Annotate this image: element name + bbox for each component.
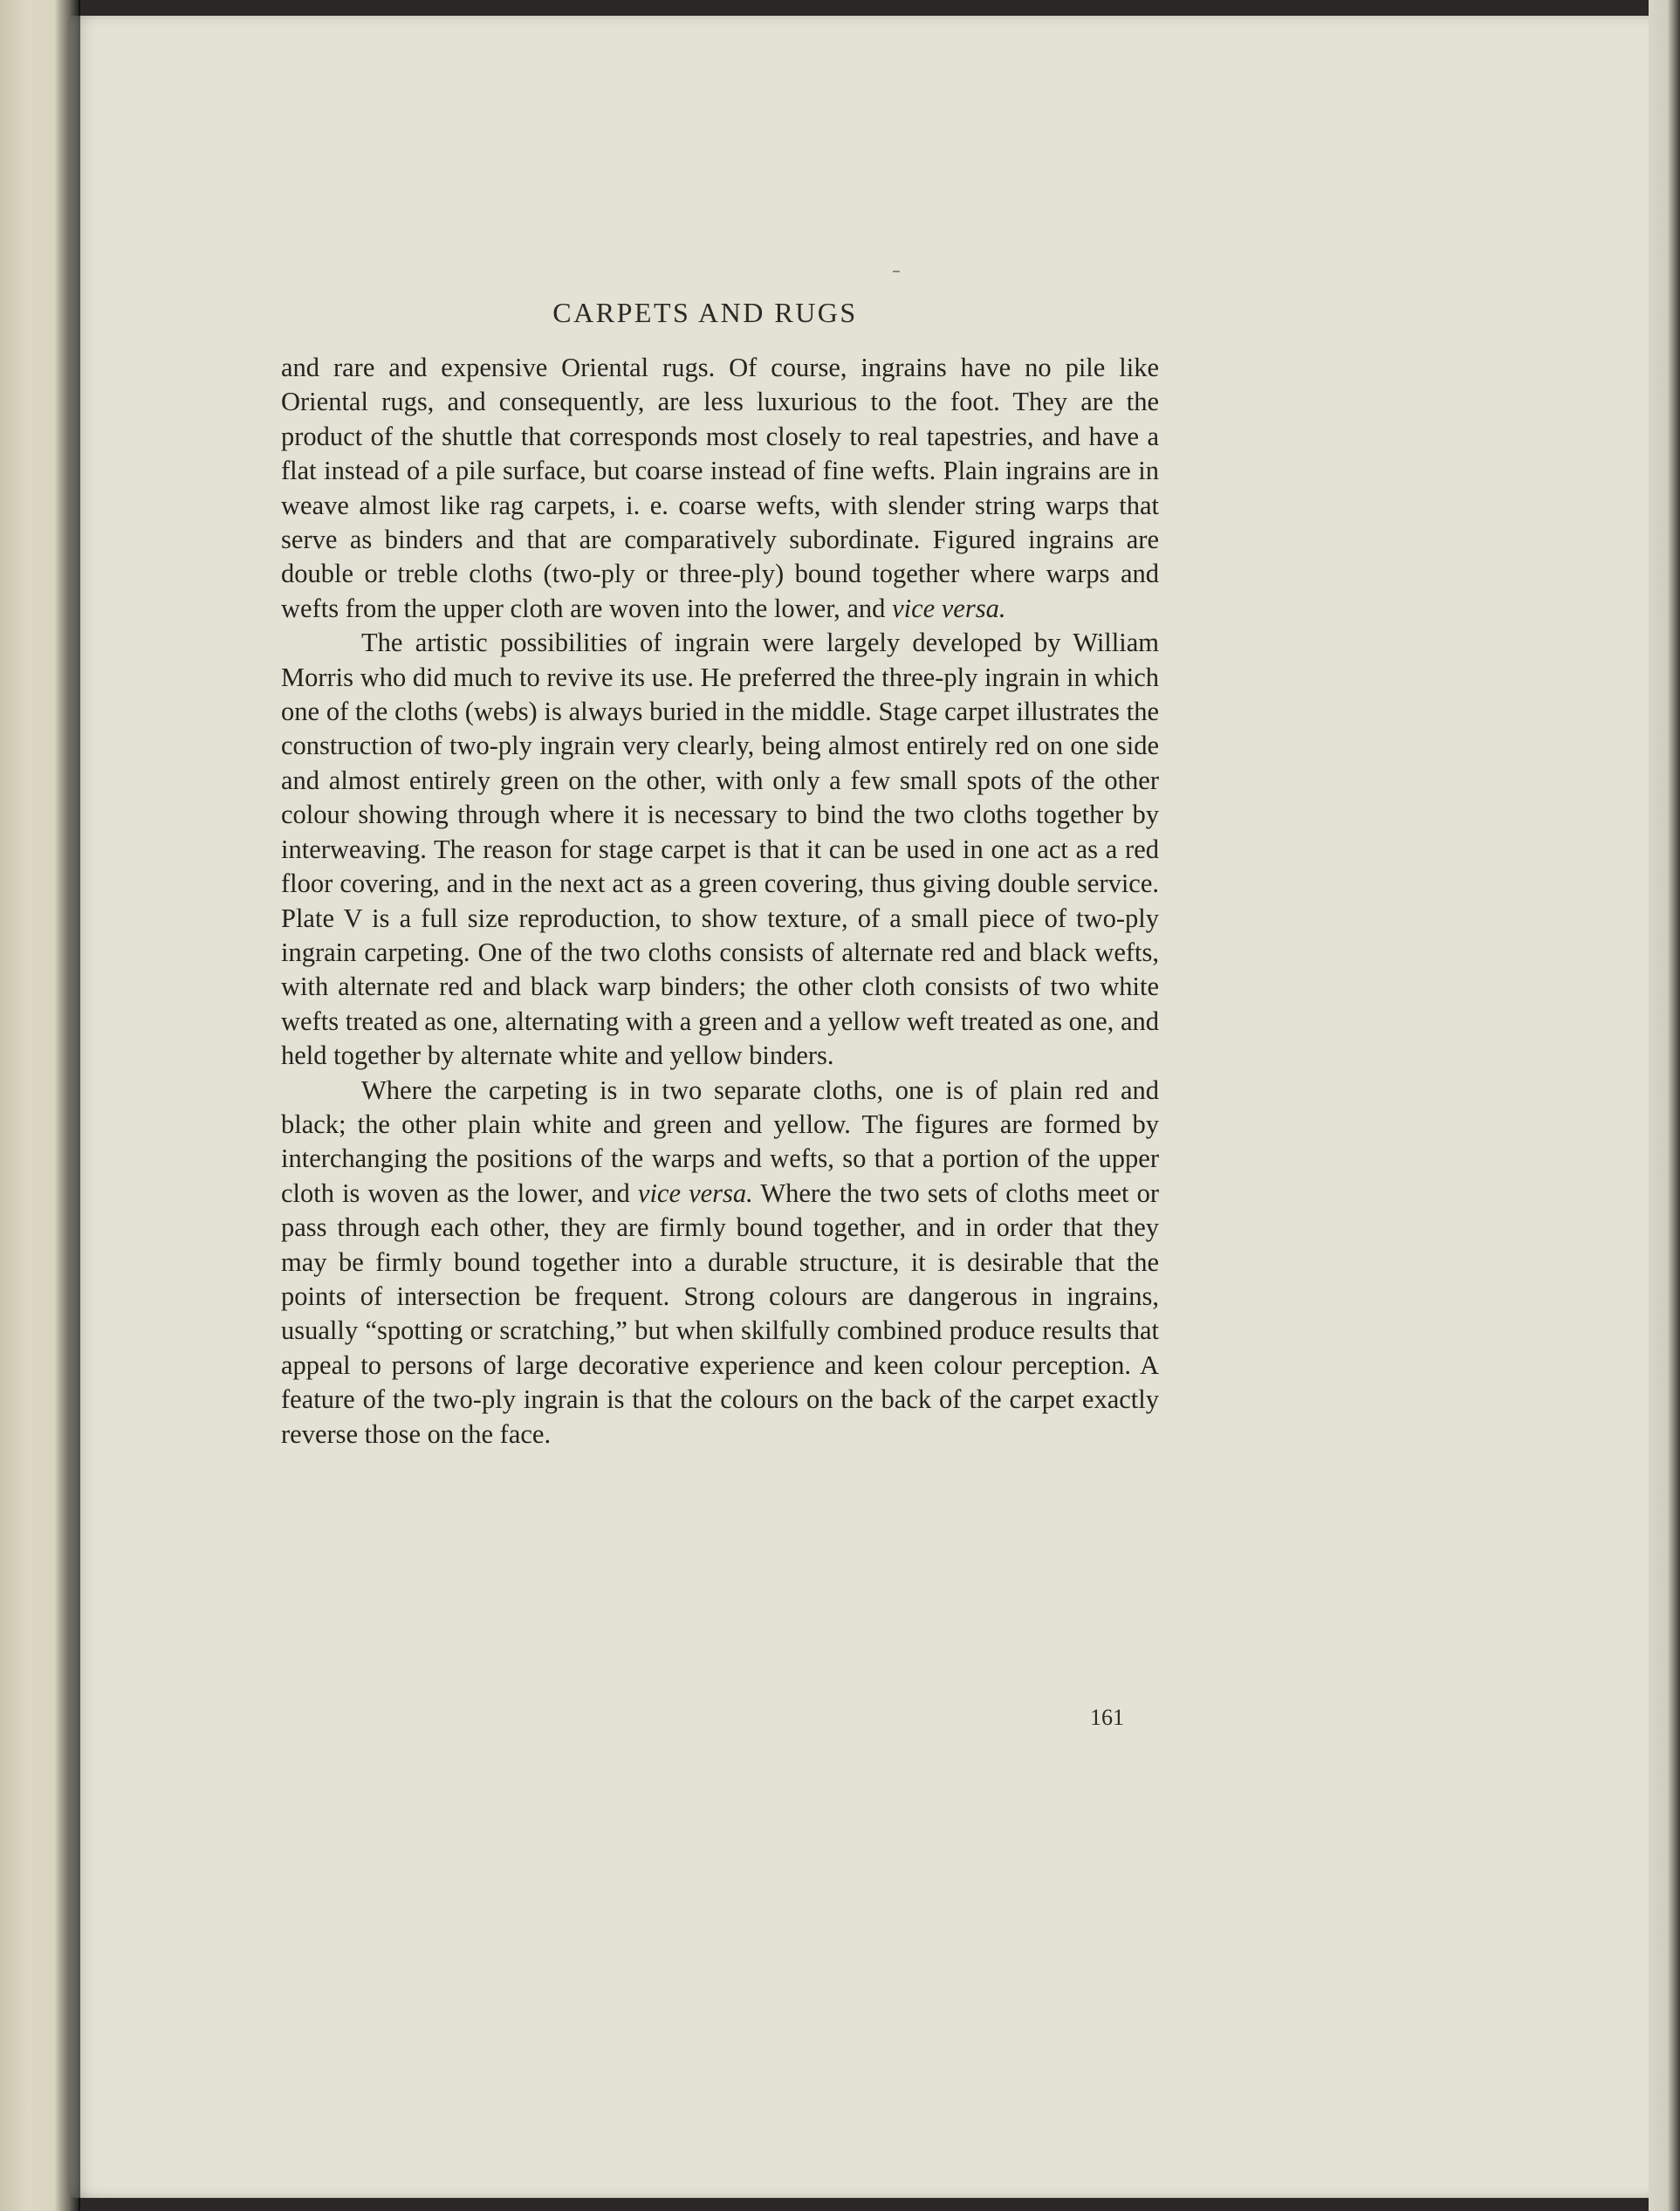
paragraph-3-text-start: Where the carpeting is in two separate cloths, one is of plain red and black; the other plain white and green and yellow. The figures are formed by interchanging the positions of the warps and wefts, so that a portion of the upper cloth is woven as the lower, and bbox=[281, 1075, 1159, 1208]
paragraph-1-text: and rare and expensive Oriental rugs. Of course, ingrains have no pile like Oriental rugs, and consequently, are less luxurious to the foot. They are the product of the shuttle that corresponds most closely to real tapestries, and have a flat instead of a pile surface, but coarse instead of fine wefts. Plain ingrains are in weave almost like rag carpets, i. e. coarse wefts, with slender string warps that serve as binders and that are comparatively subordinate. Figured ingrains are double or treble cloths (two-ply or three-ply) bound together where warps and wefts from the upper cloth are woven into the lower, and bbox=[281, 353, 1159, 623]
paper-fleck bbox=[893, 271, 900, 272]
running-head: CARPETS AND RUGS bbox=[552, 297, 858, 328]
paragraph-2: The artistic possibilities of ingrain were largely developed by William Morris who did much to revive its use. He preferred the three-ply ingrain in which one of the cloths (webs) is always buried in the middle. Stage carpet illustrates the construction of two-ply ingrain very clearly, being almost entirely red on one side and almost entirely green on the other, with only a few small spots of the other colour showing through where it is necessary to bind the two cloths together by interweaving. The reason for stage carpet is that it can be used in one act as a red floor covering, and in the next act as a green covering, thus giving double service. Plate V is a full size reproduction, to show texture, of a small piece of two-ply ingrain carpeting. One of the two cloths consists of alternate red and black wefts, with alternate red and black warp binders; the other cloth consists of two white wefts treated as one, alternating with a green and a yellow weft treated as one, and held together by alternate white and yellow binders. bbox=[281, 628, 1159, 1071]
paragraph-3 bbox=[281, 1074, 1159, 1452]
gutter-shadow bbox=[54, 0, 80, 2211]
paragraph-1-italic: vice versa. bbox=[892, 593, 1006, 623]
page-stack-edge bbox=[1649, 0, 1680, 2211]
paragraph-3-italic: vice versa. bbox=[637, 1178, 753, 1208]
page-number: 161 bbox=[1090, 1705, 1124, 1730]
paragraph-3-text-end: Where the two sets of cloths meet or pass through each other, they are firmly bound together, and in order that they may be firmly bound together into a durable structure, it is desirable that the points of intersection be frequent. Strong colours are dangerous in ingrains, usually “spotting or scratching,” but when skilfully combined produce results that appeal to persons of large decorative experience and keen colour perception. A feature of the two-ply ingrain is that the colours on the back of the carpet exactly reverse those on the face. bbox=[281, 1178, 1159, 1449]
body-text bbox=[281, 351, 1159, 1452]
paragraph-1 bbox=[281, 351, 1159, 626]
